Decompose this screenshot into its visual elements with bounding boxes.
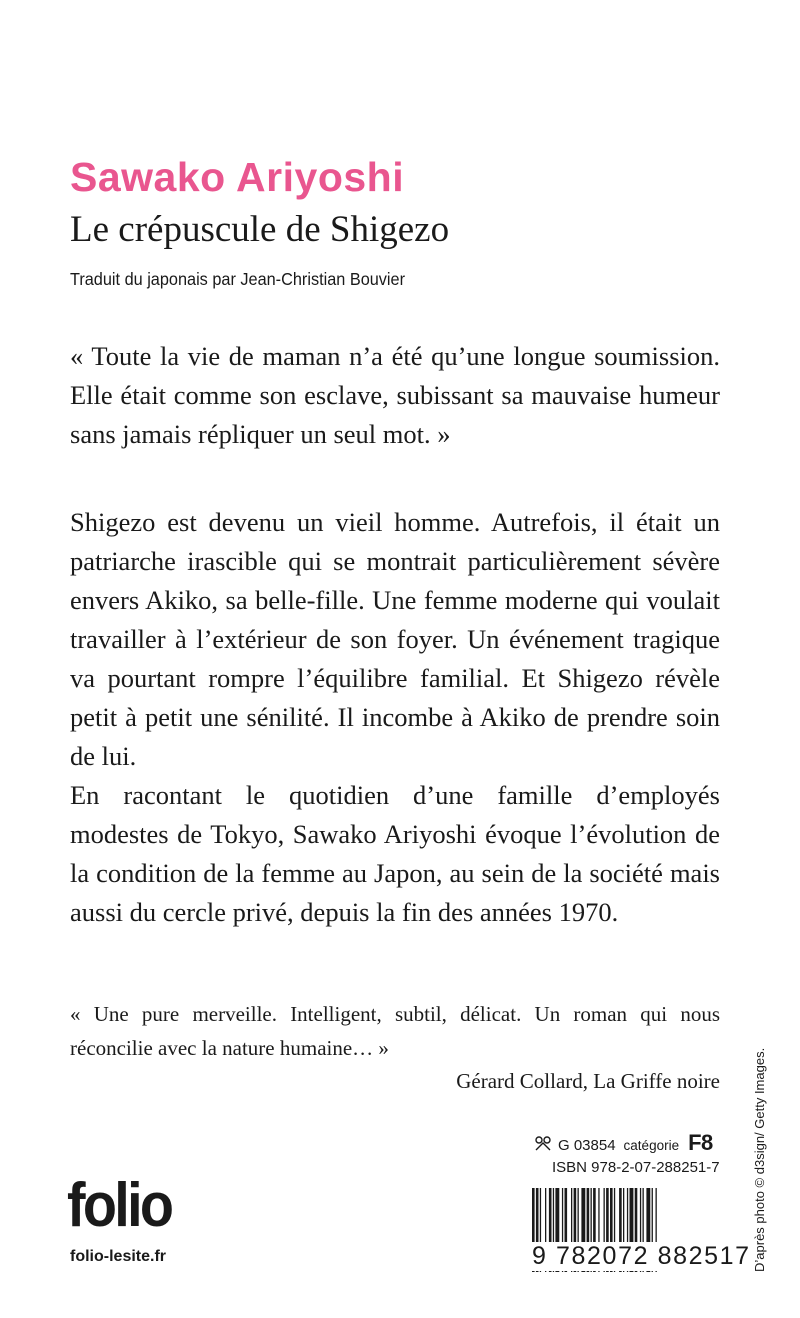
publisher-mark-icon (534, 1136, 552, 1152)
photo-credit: D’après photo © d3sign/ Getty Images. (752, 1047, 767, 1272)
summary-paragraph-1: Shigezo est devenu un vieil homme. Autrefois, il était un patriarche irascible qui se montrait particulièrement sévère envers Akiko, sa belle-fille. Une femme moderne qui voulait travailler à l’extérieur de son foyer. Un événement tragique va pourtant rompre l’équilibre familial. Et Shigezo révèle petit à petit une sénilité. Il incombe à Akiko de prendre soin de lui. (70, 507, 720, 771)
summary (70, 503, 720, 932)
catalog-code: G 03854 (558, 1137, 616, 1154)
category-code: F8 (688, 1130, 713, 1155)
opening-quote: « Toute la vie de maman n’a été qu’une longue soumission. Elle était comme son esclave, subissant sa mauvaise humeur sans jamais répliquer un seul mot. » (70, 341, 720, 449)
translator-credit: Traduit du japonais par Jean-Christian Bouvier (70, 269, 406, 289)
press-review: « Une pure merveille. Intelligent, subtil, délicat. Un roman qui nous réconcilie avec la nature humaine… » (70, 1002, 720, 1060)
summary-paragraph-2: En racontant le quotidien d’une famille d’employés modestes de Tokyo, Sawako Ariyoshi évoque l’évolution de la condition de la femme au Japon, au sein de la société mais aussi du cercle privé, depuis la fin des années 1970. (70, 780, 720, 927)
folio-logo: folio (67, 1171, 172, 1240)
category-label: catégorie (623, 1138, 680, 1153)
catalog-line (534, 1130, 713, 1156)
book-title: Le crépuscule de Shigezo (70, 209, 450, 250)
barcode-digits: 9 782072 882517 (532, 1242, 751, 1270)
author-name: Sawako Ariyoshi (70, 154, 405, 200)
publisher-website: folio-lesite.fr (70, 1248, 167, 1265)
review-attribution: Gérard Collard, La Griffe noire (456, 1069, 720, 1093)
isbn: ISBN 978-2-07-288251-7 (552, 1159, 720, 1176)
